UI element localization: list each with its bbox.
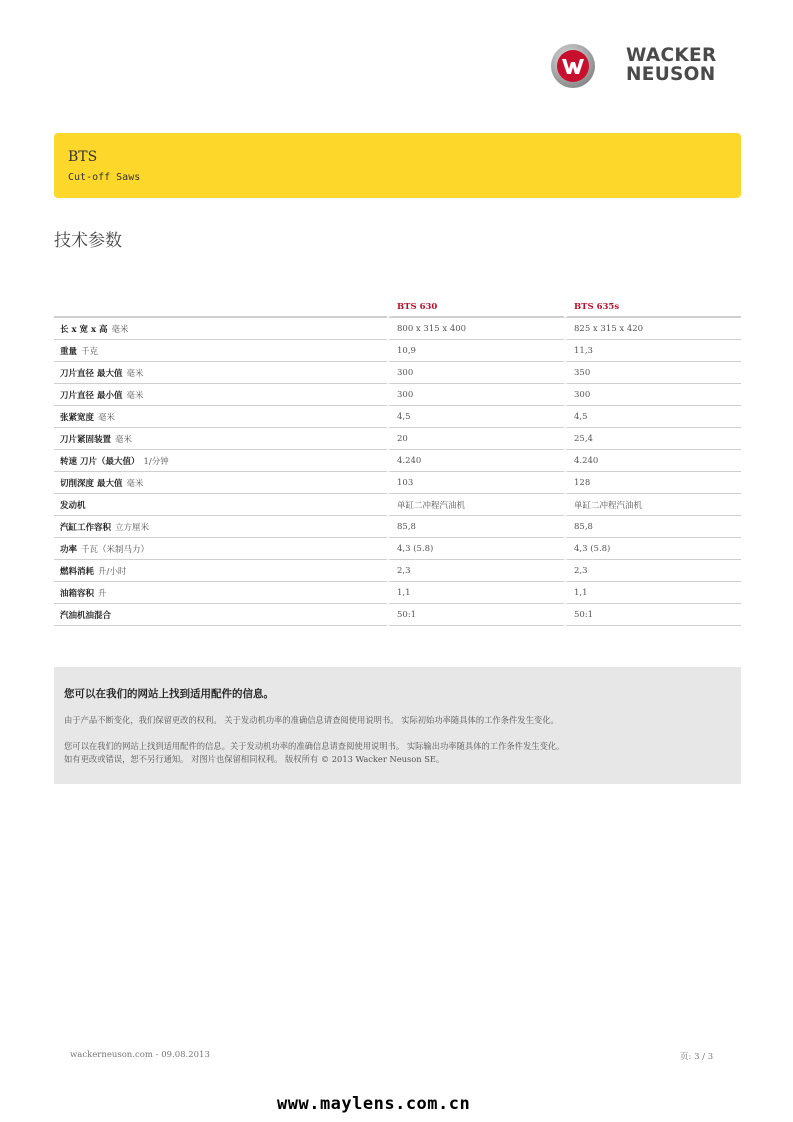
info-line: 如有更改或错误，恕不另行通知。 对图片也保留相同权利。 版权所有 © 2013 Wacker Neuson SE。 xyxy=(64,754,445,764)
spec-unit: 毫米 xyxy=(126,478,144,489)
table-row xyxy=(54,318,741,340)
spec-value-model-1: 4,5 xyxy=(387,406,564,428)
spec-unit: 毫米 xyxy=(115,434,133,445)
spec-unit: 1/分钟 xyxy=(143,456,169,467)
brand-name-line1: WACKER xyxy=(626,45,717,66)
table-row xyxy=(54,538,741,560)
table-row xyxy=(54,516,741,538)
table-row xyxy=(54,494,741,516)
footer-website-date: wackerneuson.com - 09.08.2013 xyxy=(70,1050,210,1060)
table-row xyxy=(54,406,741,428)
spec-label-cell xyxy=(54,318,387,340)
spec-value-model-1: 2,3 xyxy=(387,560,564,582)
table-row xyxy=(54,560,741,582)
product-banner xyxy=(54,133,741,198)
spec-label-cell xyxy=(54,582,387,604)
spec-value-model-2: 11,3 xyxy=(564,340,741,362)
spec-label: 长 x 宽 x 高 xyxy=(60,324,108,335)
spec-label-cell xyxy=(54,604,387,626)
spec-unit: 毫米 xyxy=(126,368,144,379)
spec-value-model-2: 128 xyxy=(564,472,741,494)
brand-wordmark xyxy=(626,46,740,84)
spec-value-model-1: 50:1 xyxy=(387,604,564,626)
spec-label: 汽油机油混合 xyxy=(60,610,112,621)
spec-label-cell xyxy=(54,428,387,450)
table-row xyxy=(54,472,741,494)
spec-value-model-1: 4,3 (5.8) xyxy=(387,538,564,560)
spec-table xyxy=(54,297,741,626)
spec-value-model-2: 85,8 xyxy=(564,516,741,538)
spec-value-model-1: 103 xyxy=(387,472,564,494)
spec-value-model-1: 1,1 xyxy=(387,582,564,604)
spec-label: 燃料消耗 xyxy=(60,566,95,577)
spec-value-model-2: 2,3 xyxy=(564,560,741,582)
spec-value-model-2: 单缸二冲程汽油机 xyxy=(564,494,741,516)
spec-label: 油箱容积 xyxy=(60,588,95,599)
spec-label-cell xyxy=(54,450,387,472)
brand-name-line2: NEUSON xyxy=(626,64,716,85)
table-row xyxy=(54,362,741,384)
spec-value-model-1: 4.240 xyxy=(387,450,564,472)
footer-page-number: 页: 3 / 3 xyxy=(680,1052,714,1062)
spec-label-cell xyxy=(54,494,387,516)
spec-unit: 千克 xyxy=(81,346,99,357)
product-title: BTS xyxy=(68,149,98,165)
spec-label-cell xyxy=(54,384,387,406)
spec-value-model-1: 800 x 315 x 400 xyxy=(387,318,564,340)
spec-label: 转速 刀片（最大值） xyxy=(60,456,140,467)
table-row xyxy=(54,604,741,626)
brand-logo xyxy=(550,43,740,89)
spec-label: 切削深度 最大值 xyxy=(60,478,123,489)
info-line: 您可以在我们的网站上找到适用配件的信息。关于发动机功率的准确信息请查阅使用说明书。 实际输出功率随具体的工作条件发生变化。 xyxy=(64,741,565,751)
spec-value-model-1: 300 xyxy=(387,384,564,406)
spec-label: 重量 xyxy=(60,346,78,357)
spec-unit: 立方厘米 xyxy=(115,522,150,533)
spec-value-model-2: 4,5 xyxy=(564,406,741,428)
spec-unit: 千瓦（米制马力） xyxy=(81,544,150,555)
spec-value-model-1: 10,9 xyxy=(387,340,564,362)
spec-label-cell xyxy=(54,560,387,582)
table-row xyxy=(54,450,741,472)
spec-label: 刀片紧固装置 xyxy=(60,434,112,445)
spec-value-model-1: 300 xyxy=(387,362,564,384)
spec-label: 张紧宽度 xyxy=(60,412,95,423)
spec-value-model-1: 85,8 xyxy=(387,516,564,538)
spec-value-model-2: 25,4 xyxy=(564,428,741,450)
spec-label-cell xyxy=(54,538,387,560)
spec-unit: 毫米 xyxy=(98,412,116,423)
spec-label-cell xyxy=(54,340,387,362)
spec-value-model-1: 20 xyxy=(387,428,564,450)
spec-value-model-1: 单缸二冲程汽油机 xyxy=(387,494,564,516)
table-row xyxy=(54,428,741,450)
spec-label-cell xyxy=(54,516,387,538)
spec-value-model-2: 300 xyxy=(564,384,741,406)
table-row xyxy=(54,582,741,604)
spec-label: 刀片直径 最小值 xyxy=(60,390,123,401)
watermark-url: www.maylens.com.cn xyxy=(277,1094,471,1114)
spec-label-cell xyxy=(54,406,387,428)
column-header-model-2: BTS 635s xyxy=(564,297,741,318)
spec-value-model-2: 50:1 xyxy=(564,604,741,626)
spec-label: 功率 xyxy=(60,544,78,555)
spec-unit: 升/小时 xyxy=(98,566,127,577)
spec-label: 汽缸工作容积 xyxy=(60,522,112,533)
spec-label: 发动机 xyxy=(60,500,86,511)
spec-value-model-2: 1,1 xyxy=(564,582,741,604)
info-box xyxy=(54,667,741,784)
spec-unit: 升 xyxy=(98,588,107,599)
spec-value-model-2: 825 x 315 x 420 xyxy=(564,318,741,340)
table-header-row xyxy=(54,297,741,318)
spec-value-model-2: 4,3 (5.8) xyxy=(564,538,741,560)
info-line: 由于产品不断变化，我们保留更改的权利。 关于发动机功率的准确信息请查阅使用说明书。 实际初始功率随具体的工作条件发生变化。 xyxy=(64,715,559,725)
header-label-column xyxy=(54,297,387,318)
spec-value-model-2: 350 xyxy=(564,362,741,384)
table-row xyxy=(54,384,741,406)
spec-unit: 毫米 xyxy=(111,324,129,335)
table-row xyxy=(54,340,741,362)
product-subtitle: Cut-off Saws xyxy=(68,172,141,183)
spec-value-model-2: 4.240 xyxy=(564,450,741,472)
spec-label: 刀片直径 最大值 xyxy=(60,368,123,379)
wacker-neuson-logo-icon xyxy=(550,43,596,89)
section-title: 技术参数 xyxy=(54,231,122,251)
spec-unit: 毫米 xyxy=(126,390,144,401)
spec-label-cell xyxy=(54,362,387,384)
column-header-model-1: BTS 630 xyxy=(387,297,564,318)
spec-label-cell xyxy=(54,472,387,494)
info-title: 您可以在我们的网站上找到适用配件的信息。 xyxy=(64,688,274,700)
